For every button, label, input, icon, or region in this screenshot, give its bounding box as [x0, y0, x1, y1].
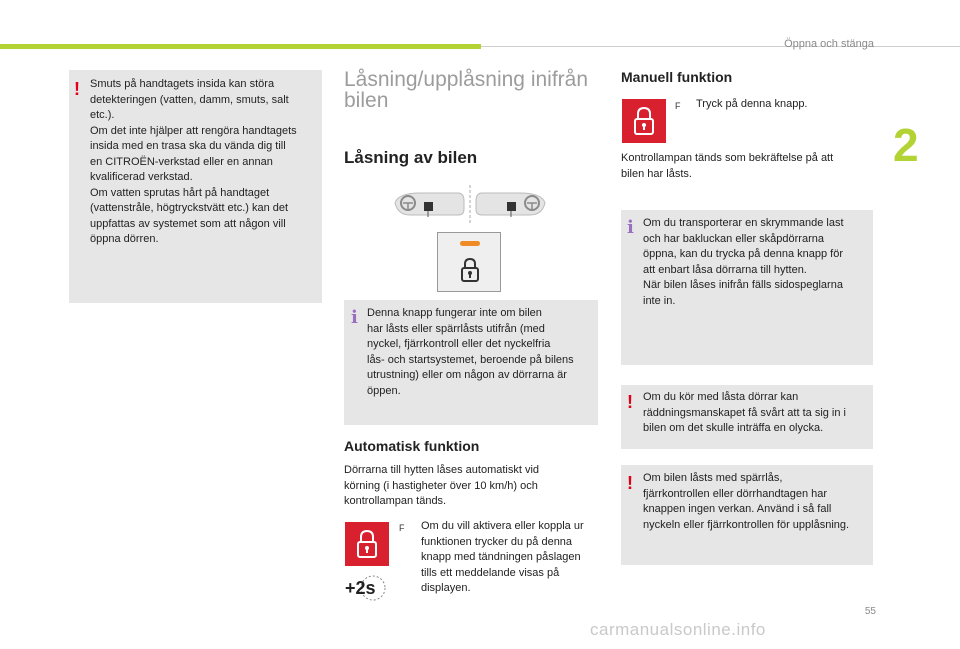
hold-2s-icon	[345, 574, 389, 602]
lock-button-icon	[345, 522, 389, 566]
manual-function-bullet: Tryck på denna knapp.	[696, 98, 808, 110]
right-warning-text-2: Om bilen låsts med spärrlås, fjärrkontrollen eller dörrhandtagen har knappen ingen verkan. Använd i så fall nyckeln eller fjärrkontrollen för upplåsning.	[643, 472, 850, 531]
header-accent-bar	[0, 44, 481, 49]
auto-function-bullet: Om du vill aktivera eller koppla ur funktionen trycker du på denna knapp med tändningen påslagen tills ett meddelande visas på displayen.	[421, 520, 584, 594]
manual-function-title: Manuell funktion	[621, 69, 733, 85]
left-warning-text: Smuts på handtagets insida kan störa detekteringen (vatten, damm, smuts, salt etc.). Om det inte hjälper att rengöra handtagets insida med en trasa ska du vända dig till en CITROËN-verkstad eller en annan kvalificerad verkstad. Om vatten sprutas hårt på handtaget (vattenstråle, högtryckstvätt etc.) kan det uppfattas av systemet som att någon vill öppna dörren.	[90, 78, 297, 245]
section-title-locking: Låsning av bilen	[344, 148, 478, 167]
chapter-number: 2	[893, 119, 919, 171]
info-icon: i	[627, 217, 634, 238]
header-rule	[481, 46, 960, 47]
right-info-text: Om du transporterar en skrymmande last och har bakluckan eller skåpdörrarna öppna, kan du trycka på denna knapp för att enbart låsa dörrarna till hytten. När bilen låses inifrån fälls sidospeglarna inte in.	[643, 217, 844, 307]
bullet-marker: F	[675, 101, 681, 111]
exclamation-icon: !	[627, 392, 633, 412]
manual-lock-button-icon	[622, 99, 666, 143]
auto-function-text: Dörrarna till hytten låses automatiskt vid körning (i hastigheter över 10 km/h) och kontrollampan tänds.	[344, 464, 540, 507]
main-title: Låsning/upplåsning inifrån bilen	[344, 68, 589, 112]
right-door-icon	[476, 193, 545, 217]
chapter-title: Öppna och stänga	[784, 38, 874, 50]
manual-function-text: Kontrollampan tänds som bekräftelse på att bilen har låsts.	[621, 152, 834, 180]
exclamation-icon: !	[74, 79, 80, 99]
bullet-marker: F	[399, 523, 405, 533]
padlock-icon	[460, 257, 480, 283]
info-icon: i	[351, 307, 358, 328]
auto-function-title: Automatisk funktion	[344, 438, 480, 454]
car-interior-illustration	[390, 183, 550, 225]
left-door-icon	[395, 193, 464, 217]
middle-info-text: Denna knapp fungerar inte om bilen har låsts eller spärrlåsts utifrån (med nyckel, fjärrkontroll eller det nyckelfria lås- och startsystemet, beroende på bilens utrustning) eller om någon av dörrarna är öppen.	[367, 307, 574, 397]
right-warning-text-1: Om du kör med låsta dörrar kan räddningsmanskapet få svårt att ta sig in i bilen om det skulle inträffa en olycka.	[643, 391, 846, 434]
lock-indicator-lamp	[460, 241, 480, 246]
central-lock-panel[interactable]	[437, 232, 501, 292]
hold-duration-label: +2s	[345, 578, 376, 598]
exclamation-icon: !	[627, 473, 633, 493]
watermark: carmanualsonline.info	[590, 620, 766, 639]
page-number: 55	[864, 606, 876, 617]
